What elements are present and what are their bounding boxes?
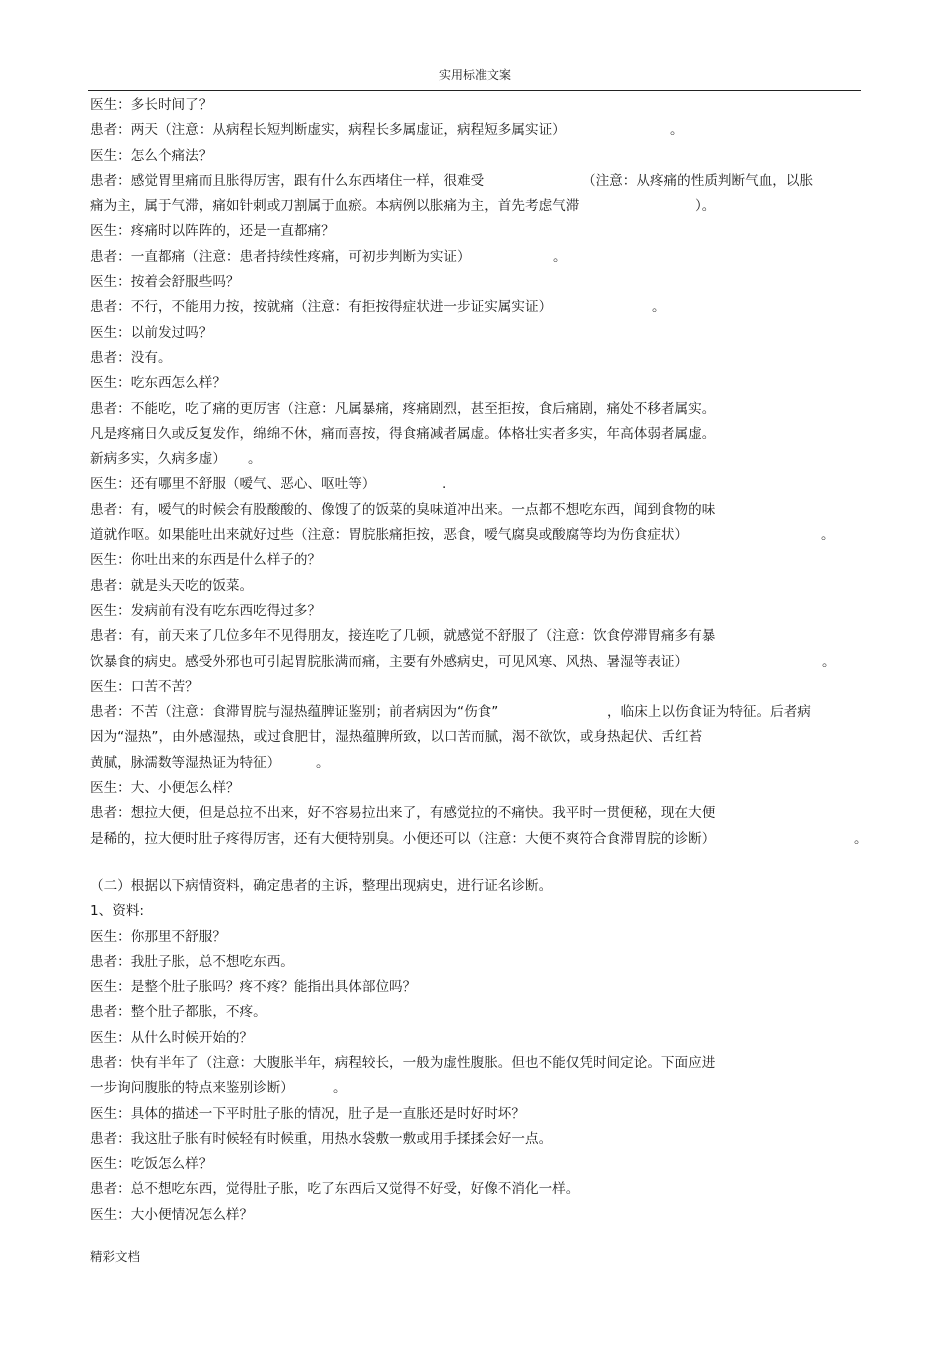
text-line: [90, 700, 865, 725]
text-line: [90, 751, 865, 776]
text-line: [90, 975, 865, 1000]
line-text: 患者：就是头天吃的饭菜。: [90, 577, 254, 594]
line-text: 患者：有，嗳气的时候会有股酸酸的、像馊了的饭菜的臭味道冲出来。一点都不想吃东西，闻到食物的味: [90, 501, 716, 518]
text-line: [90, 1177, 865, 1202]
text-line: [90, 1203, 865, 1228]
text-line: [90, 1000, 865, 1025]
line-tail: 。: [553, 248, 567, 265]
line-tail: 。: [333, 1080, 347, 1097]
text-line: [90, 472, 865, 497]
text-line: [90, 776, 865, 801]
line-text: 患者：快有半年了（注意：大腹胀半年，病程较长，一般为虚性腹胀。但也不能仅凭时间定论。下面应进: [90, 1054, 716, 1071]
text-line: [90, 1026, 865, 1051]
page-footer: 精彩文档: [90, 1249, 141, 1264]
line-text: 患者：不行，不能用力按，按就痛（注意：有拒按得症状进一步证实属实证）: [90, 299, 553, 316]
text-line: [90, 523, 865, 548]
line-text: 医生：疼痛时以阵阵的，还是一直都痛？: [90, 223, 335, 240]
text-line: [90, 624, 865, 649]
line-tail: .: [442, 476, 447, 493]
line-text: 医生：多长时间了？: [90, 97, 213, 113]
line-text: 患者：一直都痛（注意：患者持续性疼痛，可初步判断为实证）: [90, 248, 471, 265]
page-header: 实用标准文案: [438, 68, 511, 82]
text-line: [90, 801, 865, 826]
text-line: [90, 1102, 865, 1127]
line-text: 患者：我这肚子胀有时候轻有时候重，用热水袋敷一敷或用手揉揉会好一点。: [90, 1130, 553, 1147]
line-text: 患者：两天（注意：从病程长短判断虚实，病程长多属虚证，病程短多属实证）: [90, 122, 566, 139]
header-divider: [88, 90, 861, 91]
text-line: [90, 899, 865, 924]
line-text: 医生：还有哪里不舒服（嗳气、恶心、呕吐等）: [90, 476, 376, 493]
text-line: [90, 650, 865, 675]
text-line: [90, 1152, 865, 1177]
line-text: （二）根据以下病情资料，确定患者的主诉，整理出现病史，进行证名诊断。: [90, 877, 553, 894]
line-text: 医生：吃饭怎么样？: [90, 1156, 213, 1173]
line-text: 患者：有，前天来了几位多年不见得朋友，接连吃了几顿，就感觉不舒服了（注意：饮食停滞胃痛多有暴: [90, 628, 716, 645]
document-body: [90, 93, 868, 1228]
line-text: 1、资料:: [90, 903, 145, 920]
line-text: 黄腻，脉濡数等湿热证为特征）: [90, 754, 281, 771]
line-text: 饮暴食的病史。感受外邪也可引起胃脘胀满而痛，主要有外感病史，可见风寒、风热、暑湿等表证）: [90, 653, 689, 670]
line-text: 一步询问腹胀的特点来鉴别诊断）: [90, 1080, 294, 1097]
line-text: 患者：总不想吃东西，觉得肚子胀，吃了东西后又觉得不好受，好像不消化一样。: [90, 1181, 580, 1198]
line-text: 患者：我肚子胀，总不想吃东西。: [90, 953, 294, 970]
line-text: 道就作呕。如果能吐出来就好过些（注意：胃脘胀痛拒按，恶食，嗳气腐臭或酸腐等均为伤食症状）: [90, 527, 689, 544]
line-text: 医生：你那里不舒服？: [90, 928, 226, 945]
line-tail: ）。: [695, 198, 716, 215]
text-line: [90, 498, 865, 523]
text-line: [90, 270, 865, 295]
text-line: [90, 874, 865, 899]
text-line: [90, 447, 865, 472]
text-line: [90, 925, 865, 950]
line-tail: 。: [248, 451, 262, 468]
text-line: [90, 321, 865, 346]
line-text: 医生：是整个肚子胀吗？疼不疼？能指出具体部位吗？: [90, 979, 417, 996]
line-tail: 。: [316, 754, 330, 771]
line-tail: ，临床上以伤食证为特征。后者病: [607, 704, 811, 721]
line-text: 患者：不能吃，吃了痛的更厉害（注意：凡属暴痛，疼痛剧烈，甚至拒按，食后痛剧，痛处不移者属实。: [90, 400, 716, 417]
line-tail: 。: [670, 122, 684, 139]
text-line: [90, 118, 865, 143]
line-text: 新病多实，久病多虚）: [90, 451, 226, 468]
line-text: 凡是疼痛日久或反复发作，绵绵不休，痛而喜按，得食痛减者属虚。体格壮实者多实，年高体弱者属虚。: [90, 425, 716, 442]
text-line: [90, 574, 865, 599]
line-tail: 。: [652, 299, 666, 316]
line-text: 患者：没有。: [90, 349, 172, 366]
line-tail: 。: [822, 653, 836, 670]
text-line: [90, 295, 865, 320]
text-line: [90, 827, 868, 852]
text-line: [90, 950, 865, 975]
line-text: 患者：整个肚子都胀，不疼。: [90, 1004, 267, 1021]
text-line: [90, 169, 865, 194]
line-text: 患者：不苦（注意：食滞胃脘与湿热蕴脾证鉴别；前者病因为“伤食”: [90, 704, 499, 721]
line-text: 医生：大小便情况怎么样？: [90, 1206, 254, 1223]
line-tail: 。: [821, 527, 835, 544]
text-line: [90, 144, 865, 169]
text-line: [90, 371, 865, 396]
text-line: [90, 1127, 865, 1152]
line-text: 患者：感觉胃里痛而且胀得厉害，跟有什么东西堵住一样，很难受: [90, 172, 485, 189]
text-line: [90, 1051, 865, 1076]
line-text: 医生：以前发过吗？: [90, 324, 213, 341]
line-text: 医生：具体的描述一下平时肚子胀的情况，肚子是一直胀还是时好时坏？: [90, 1105, 525, 1122]
text-line: [90, 93, 865, 118]
text-line: [90, 245, 865, 270]
text-line: [90, 219, 865, 244]
line-text: 医生：吃东西怎么样？: [90, 375, 226, 392]
text-line: [90, 397, 865, 422]
text-line: [90, 1076, 865, 1101]
text-line: [90, 725, 865, 750]
text-line: [90, 675, 865, 700]
line-text: 医生：怎么个痛法？: [90, 147, 213, 164]
line-text: 医生：大、小便怎么样？: [90, 780, 240, 797]
line-text: 医生：口苦不苦？: [90, 678, 199, 695]
line-text: 痛为主，属于气滞，痛如针刺或刀割属于血瘀。本病例以胀痛为主，首先考虑气滞: [90, 198, 580, 215]
text-line: [90, 548, 865, 573]
line-text: 患者：想拉大便，但是总拉不出来，好不容易拉出来了，有感觉拉的不痛快。我平时一贯便秘，现在大便: [90, 805, 716, 822]
line-text: 医生：你吐出来的东西是什么样子的？: [90, 552, 322, 569]
line-tail: 。: [854, 830, 868, 847]
text-line: [90, 346, 865, 371]
line-text: 医生：从什么时候开始的？: [90, 1029, 254, 1046]
line-tail: （注意：从疼痛的性质判断气血，以胀: [582, 172, 814, 189]
text-line: [90, 599, 865, 624]
line-text: 医生：按着会舒服些吗？: [90, 274, 240, 291]
text-line: [90, 194, 865, 219]
text-line: [90, 422, 865, 447]
line-text: 是稀的，拉大便时肚子疼得厉害，还有大便特别臭。小便还可以（注意：大便不爽符合食滞胃脘的诊断）: [90, 830, 716, 847]
line-text: 因为“湿热”，由外感湿热，或过食肥甘，湿热蕴脾所致，以口苦而腻，渴不欲饮，或身热起伏、舌红苔: [90, 729, 703, 746]
line-text: 医生：发病前有没有吃东西吃得过多？: [90, 602, 322, 619]
